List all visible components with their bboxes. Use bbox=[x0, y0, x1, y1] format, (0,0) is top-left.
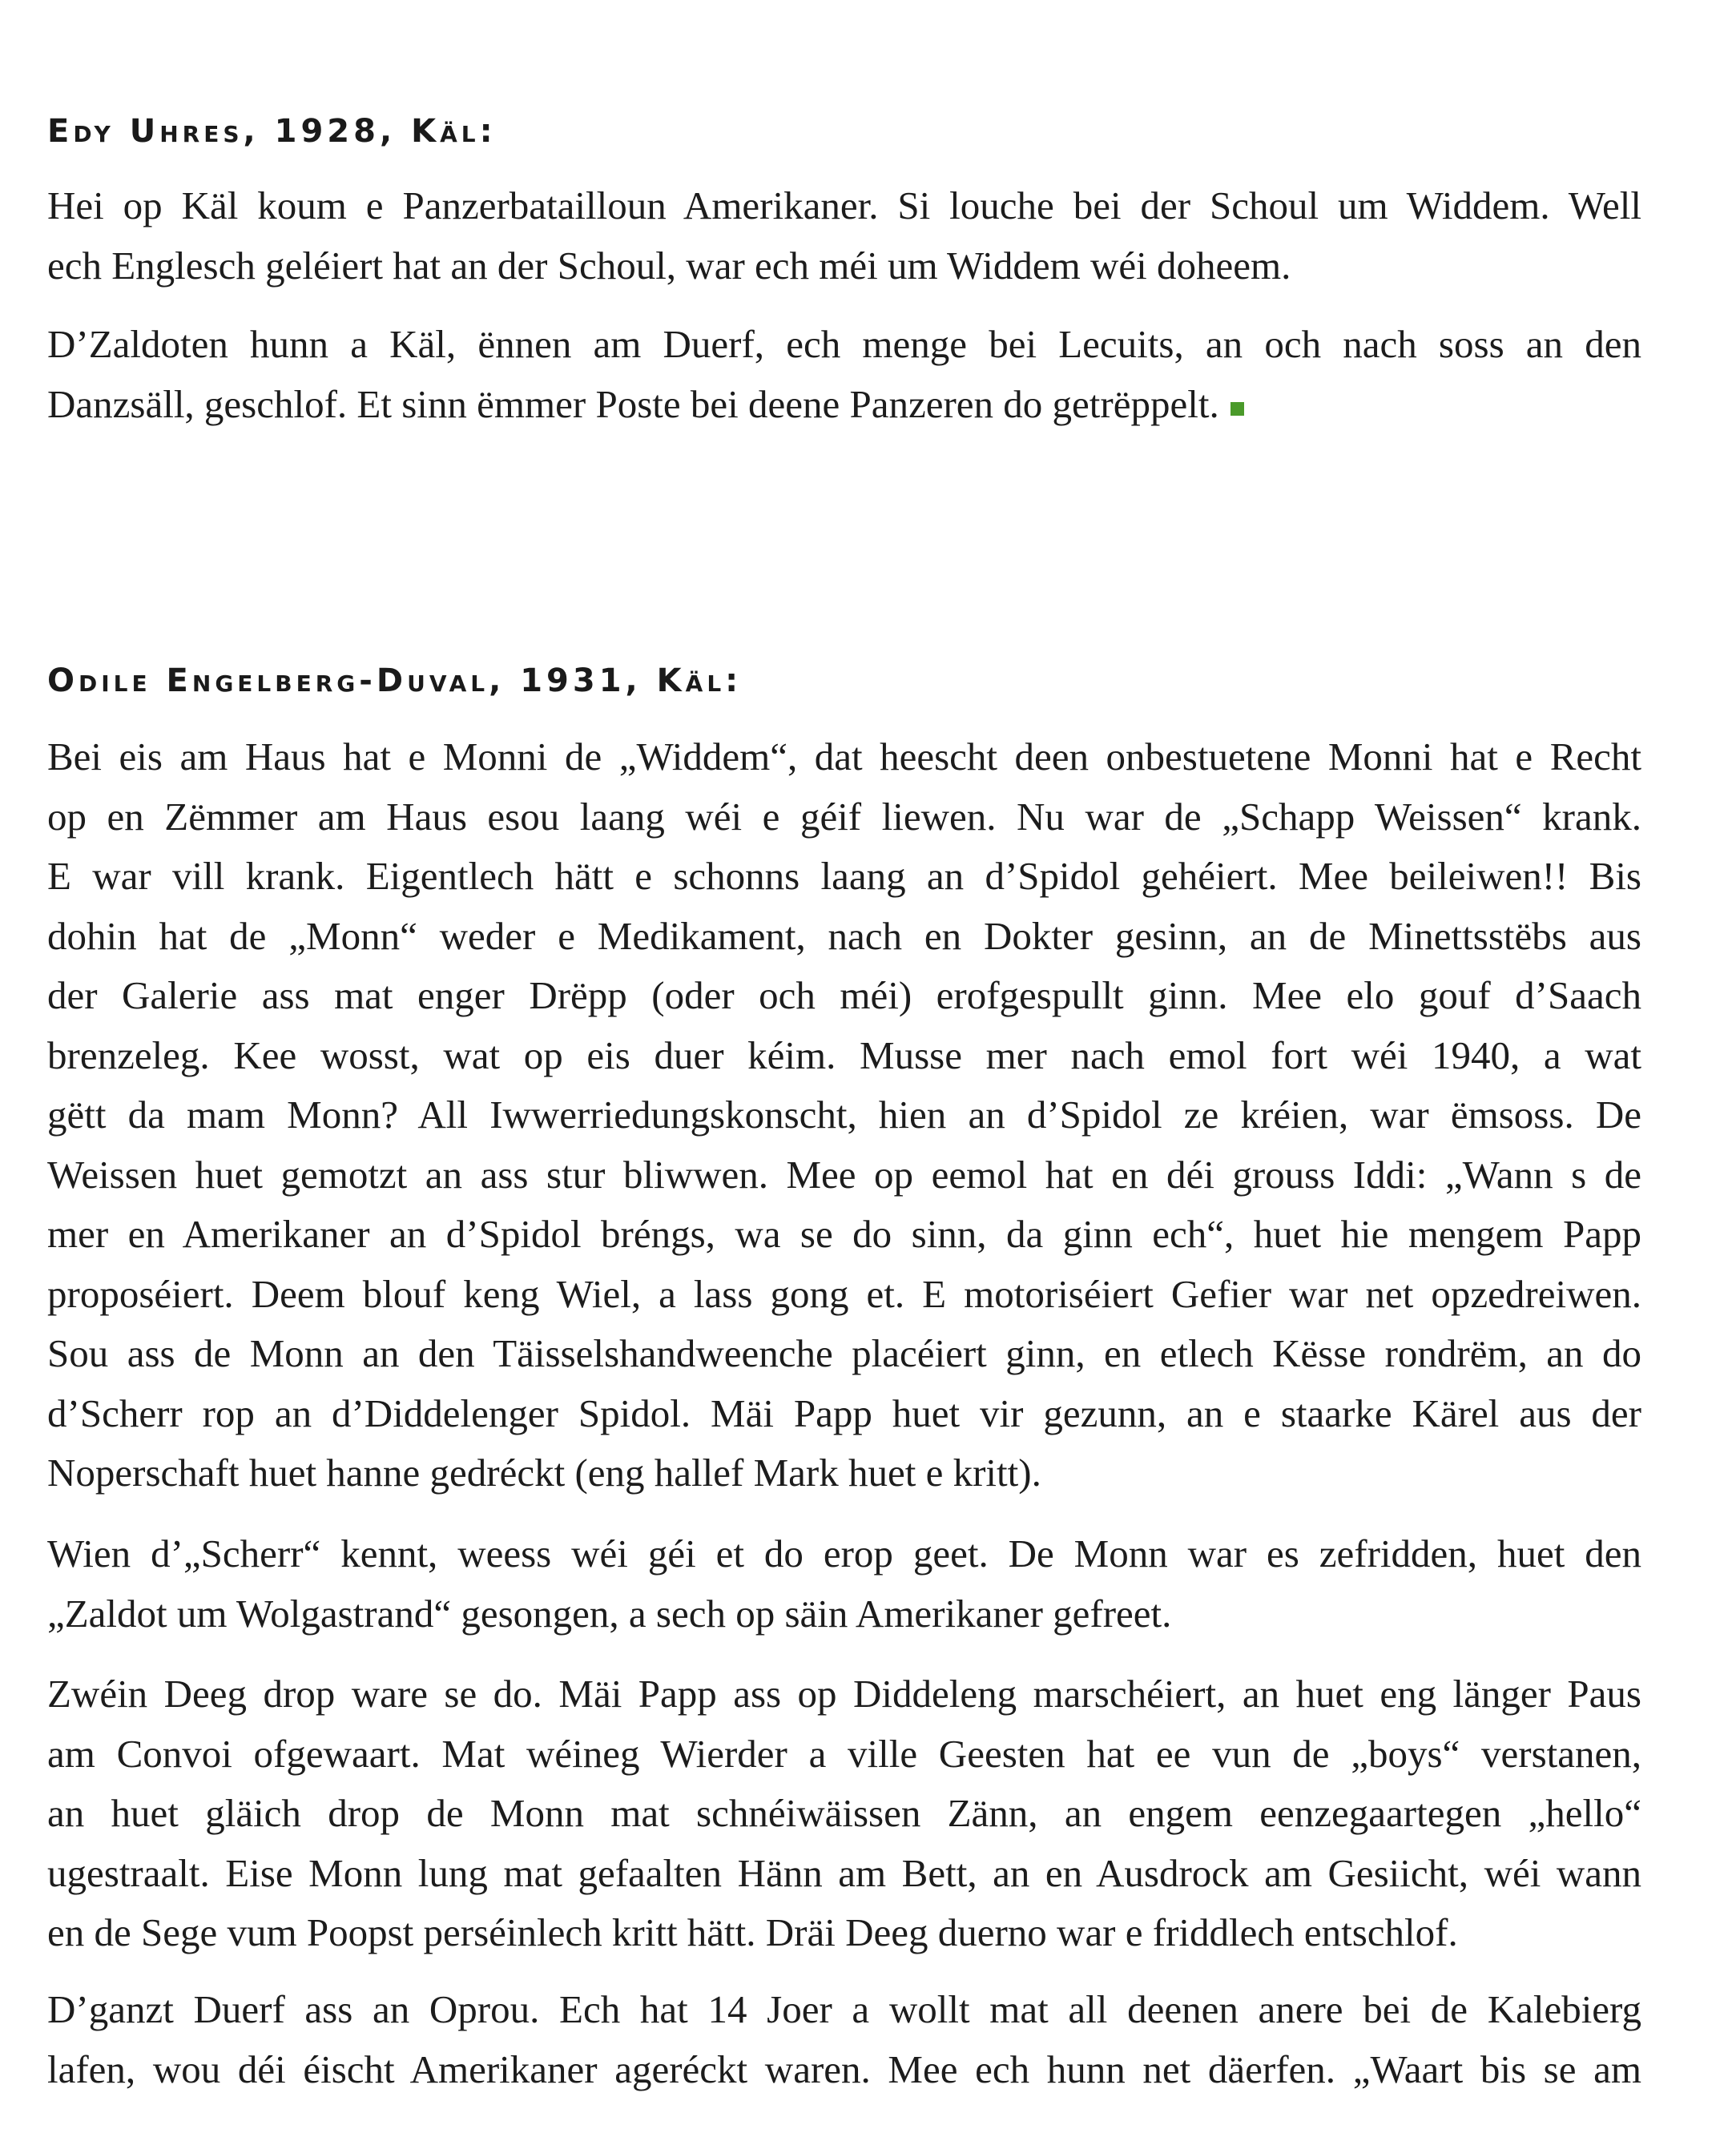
text-line: d’Scherr rop an d’Diddelenger Spidol. Mäi Papp huet vir gezunn, an e staarke Kärel aus der bbox=[47, 1390, 1641, 1435]
text-line: Noperschaft huet hanne gedréckt (eng hallef Mark huet e kritt). bbox=[47, 1451, 1041, 1495]
text-line: Hei op Käl koum e Panzerbatailloun Amerikaner. Si louche bei der Schoul um Widdem. Well bbox=[47, 183, 1641, 227]
text-line: brenzeleg. Kee wosst, wat op eis duer kéim. Musse mer nach emol fort wéi 1940, a wat bbox=[47, 1032, 1641, 1077]
text-line: en de Sege vum Poopst perséinlech kritt hätt. Dräi Deeg duerno war e friddlech entschlof. bbox=[47, 1910, 1458, 1954]
text-line: am Convoi ofgewaart. Mat wéineg Wierder a ville Geesten hat ee vun de „boys“ verstanen, bbox=[47, 1731, 1641, 1776]
text-line: dohin hat de „Monn“ weder e Medikament, nach en Dokter gesinn, an de Minettsstëbs aus bbox=[47, 913, 1641, 958]
end-of-article-square-icon bbox=[1231, 402, 1244, 416]
text-line: „Zaldot um Wolgastrand“ gesongen, a sech op säin Amerikaner gefreet. bbox=[47, 1591, 1172, 1636]
text-line: lafen, wou déi éischt Amerikaner ageréckt waren. Mee ech hunn net däerfen. „Waart bis se am bbox=[47, 2046, 1641, 2091]
text-line: op en Zëmmer am Haus esou laang wéi e géif liewen. Nu war de „Schapp Weissen“ krank. bbox=[47, 794, 1641, 839]
text-line: Bei eis am Haus hat e Monni de „Widdem“, dat heescht deen onbestuetene Monni hat e Recht bbox=[47, 734, 1641, 779]
text-line: ugestraalt. Eise Monn lung mat gefaalten Hänn am Bett, an en Ausdrock am Gesiicht, wéi wann bbox=[47, 1850, 1641, 1895]
text-line: D’Zaldoten hunn a Käl, ënnen am Duerf, ech menge bei Lecuits, an och nach soss an den bbox=[47, 322, 1641, 366]
text-line: an huet gläich drop de Monn mat schnéiwäissen Zänn, an engem eenzegaartegen „hello“ bbox=[47, 1791, 1641, 1835]
paragraph bbox=[47, 1524, 1641, 1644]
paragraph bbox=[47, 315, 1641, 434]
section-heading-edy-uhres: Edy Uhres, 1928, Käl: bbox=[47, 113, 497, 150]
text-line: Zwéin Deeg drop ware se do. Mäi Papp ass op Diddeleng marschéiert, an huet eng länger Paus bbox=[47, 1672, 1641, 1716]
text-line: Weissen huet gemotzt an ass stur bliwwen. Mee op eemol hat en déi grouss Iddi: „Wann s de bbox=[47, 1152, 1641, 1197]
paragraph bbox=[47, 1664, 1641, 1963]
text-line: E war vill krank. Eigentlech hätt e schonns laang an d’Spidol gehéiert. Mee beileiwen!! Bis bbox=[47, 854, 1641, 898]
text-line: ech Englesch geléiert hat an der Schoul, war ech méi um Widdem wéi doheem. bbox=[47, 243, 1291, 288]
text-line: mer en Amerikaner an d’Spidol bréngs, wa se do sinn, da ginn ech“, huet hie mengem Papp bbox=[47, 1212, 1641, 1256]
paragraph bbox=[47, 1980, 1641, 2099]
text-line: Wien d’„Scherr“ kennt, weess wéi géi et do erop geet. De Monn war es zefridden, huet den bbox=[47, 1531, 1641, 1576]
text-line: der Galerie ass mat enger Drëpp (oder och méi) erofgespullt ginn. Mee elo gouf d’Saach bbox=[47, 973, 1641, 1017]
paragraph bbox=[47, 176, 1641, 296]
text-line: D’ganzt Duerf ass an Oprou. Ech hat 14 Joer a wollt mat all deenen anere bei de Kalebierg bbox=[47, 1987, 1641, 2031]
text-line: Sou ass de Monn an den Täisselshandweenche placéiert ginn, en etlech Kësse rondrëm, an do bbox=[47, 1331, 1641, 1375]
text-line: proposéiert. Deem blouf keng Wiel, a lass gong et. E motoriséiert Gefier war net opzedreiwen. bbox=[47, 1271, 1641, 1316]
text-line: gëtt da mam Monn? All Iwwerriedungskonscht, hien an d’Spidol ze kréien, war ëmsoss. De bbox=[47, 1093, 1641, 1137]
paragraph bbox=[47, 727, 1641, 1503]
text-line-content: Danzsäll, geschlof. Et sinn ëmmer Poste bei deene Panzeren do getrëppelt. bbox=[47, 381, 1219, 426]
text-line bbox=[47, 375, 1641, 435]
section-heading-odile-engelberg-duval: Odile Engelberg-Duval, 1931, Käl: bbox=[47, 662, 743, 699]
